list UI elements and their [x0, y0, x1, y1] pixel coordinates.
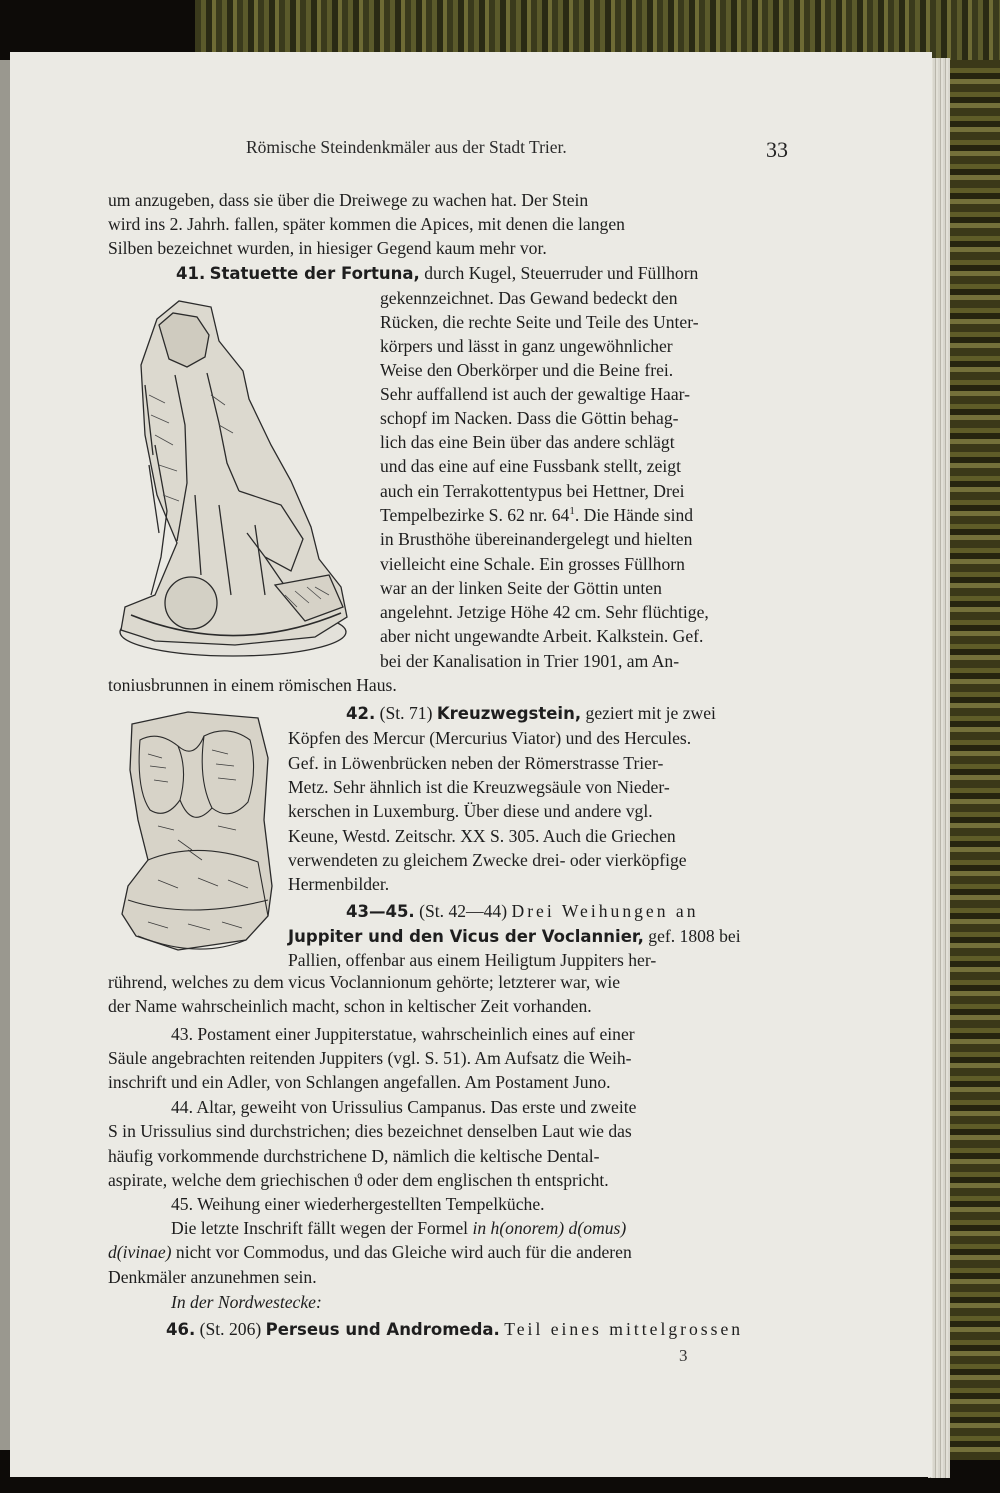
entry-title-line: Juppiter und den Vicus der Voclannier, gef. 1808 bei — [288, 926, 741, 946]
text-line: Sehr auffallend ist auch der gewaltige Haar- — [380, 384, 691, 404]
signature-mark: 3 — [679, 1346, 688, 1365]
text-line: 44. Altar, geweiht von Urissulius Campanus. Das erste und zweite — [171, 1097, 637, 1117]
text-line: inschrift und ein Adler, von Schlangen angefallen. Am Postament Juno. — [108, 1072, 611, 1092]
text-line: aber nicht ungewandte Arbeit. Kalkstein. Gef. — [380, 626, 704, 646]
entry-title: Perseus und Andromeda. — [265, 1320, 500, 1339]
entry-41-heading-line: 41. Statuette der Fortuna, durch Kugel, Steuerruder und Füllhorn — [176, 263, 699, 283]
text-line: aspirate, welche dem griechischen ϑ oder dem englischen th entspricht. — [108, 1170, 609, 1190]
text-line: lich das eine Bein über das andere schlägt — [380, 432, 675, 452]
text-line: um anzugeben, dass sie über die Dreiwege zu wachen hat. Der Stein — [108, 190, 589, 210]
text-line: toniusbrunnen in einem römischen Haus. — [108, 675, 397, 695]
entry-title: Statuette der Fortuna, — [209, 264, 420, 283]
text-line: Pallien, offenbar aus einem Heiligtum Juppiters her- — [288, 950, 657, 970]
entry-title: Kreuzwegstein, — [436, 704, 582, 723]
entry-number: 42. — [346, 704, 376, 723]
text-line: 45. Weihung einer wiederhergestellten Tempelküche. — [171, 1194, 545, 1214]
text-line: wird ins 2. Jahrh. fallen, später kommen die Apices, mit denen die langen — [108, 214, 625, 234]
entry-46-heading-line: 46. (St. 206) Perseus und Andromeda. Teil eines mittelgrossen — [166, 1319, 744, 1339]
text-line: vielleicht eine Schale. Ein grosses Füllhorn — [380, 554, 685, 574]
text-line: verwendeten zu gleichem Zwecke drei- oder vierköpfige — [288, 850, 687, 870]
text-line: und das eine auf eine Fussbank stellt, zeigt — [380, 456, 681, 476]
text-line: Keune, Westd. Zeitschr. XX S. 305. Auch die Griechen — [288, 826, 676, 846]
text-line: Säule angebrachten reitenden Juppiters (vgl. S. 51). Am Aufsatz die Weih- — [108, 1048, 632, 1068]
text-line: Die letzte Inschrift fällt wegen der Formel in h(onorem) d(omus) — [171, 1218, 627, 1238]
text-line: der Name wahrscheinlich macht, schon in keltischer Zeit vorhanden. — [108, 996, 592, 1016]
text-line: Köpfen des Mercur (Mercurius Viator) und des Hercules. — [288, 728, 692, 748]
text-line: gekennzeichnet. Das Gewand bedeckt den — [380, 288, 678, 308]
text-line: Gef. in Löwenbrücken neben der Römerstrasse Trier- — [288, 753, 664, 773]
entry-number: 43—45. — [346, 902, 415, 921]
text-line: war an der linken Seite der Göttin unten — [380, 578, 662, 598]
text-line: in Brusthöhe übereinandergelegt und hielten — [380, 529, 693, 549]
text-line: körpers und lässt in ganz ungewöhnlicher — [380, 336, 673, 356]
text-line: Rücken, die rechte Seite und Teile des Unter- — [380, 312, 699, 332]
entry-number: 41. — [176, 264, 206, 283]
entry-43-45-heading-line: 43—45. (St. 42—44) Drei Weihungen an — [346, 901, 699, 921]
running-header: Römische Steindenkmäler aus der Stadt Trier. — [246, 137, 567, 157]
text-line: Silben bezeichnet wurden, in hiesiger Gegend kaum mehr vor. — [108, 238, 547, 258]
text-line: d(ivinae) nicht vor Commodus, und das Gleiche wird auch für die anderen — [108, 1242, 632, 1262]
text-line: 43. Postament einer Juppiterstatue, wahrscheinlich eines auf einer — [171, 1024, 635, 1044]
text-line: bei der Kanalisation in Trier 1901, am An- — [380, 651, 680, 671]
section-heading: In der Nordwestecke: — [171, 1292, 322, 1312]
text-line: Weise den Oberkörper und die Beine frei. — [380, 360, 674, 380]
entry-number: 46. — [166, 1320, 196, 1339]
text-line: Tempelbezirke S. 62 nr. $64^1$. Die Hände sind — [380, 505, 694, 525]
text-line: schopf im Nacken. Dass die Göttin behag- — [380, 408, 679, 428]
kreuzwegstein-figure — [118, 710, 278, 956]
footnote-marker: 1 — [569, 505, 575, 518]
text-line: rührend, welches zu dem vicus Voclannionum gehörte; letzterer war, wie — [108, 972, 621, 992]
fortuna-statuette-figure — [115, 295, 355, 667]
book-cover-right — [948, 60, 1000, 1460]
page-number: 33 — [766, 137, 788, 162]
text-line: Metz. Sehr ähnlich ist die Kreuzwegsäule von Nieder- — [288, 777, 670, 797]
text-line: Hermenbilder. — [288, 874, 390, 894]
text-line: Denkmäler anzunehmen sein. — [108, 1267, 317, 1287]
entry-42-heading-line: 42. (St. 71) Kreuzwegstein, geziert mit je zwei — [346, 703, 716, 723]
text-line: auch ein Terrakottentypus bei Hettner, Drei — [380, 481, 685, 501]
text-line: kerschen in Luxemburg. Über diese und andere vgl. — [288, 801, 653, 821]
text-line: angelehnt. Jetzige Höhe 42 cm. Sehr flüchtige, — [380, 602, 709, 622]
entry-title: Juppiter und den Vicus der Voclannier, — [288, 927, 644, 946]
text-line: S in Urissulius sind durchstrichen; dies bezeichnet denselben Laut wie das — [108, 1121, 632, 1141]
text-line: häufig vorkommende durchstrichene D, nämlich die keltische Dental- — [108, 1146, 600, 1166]
